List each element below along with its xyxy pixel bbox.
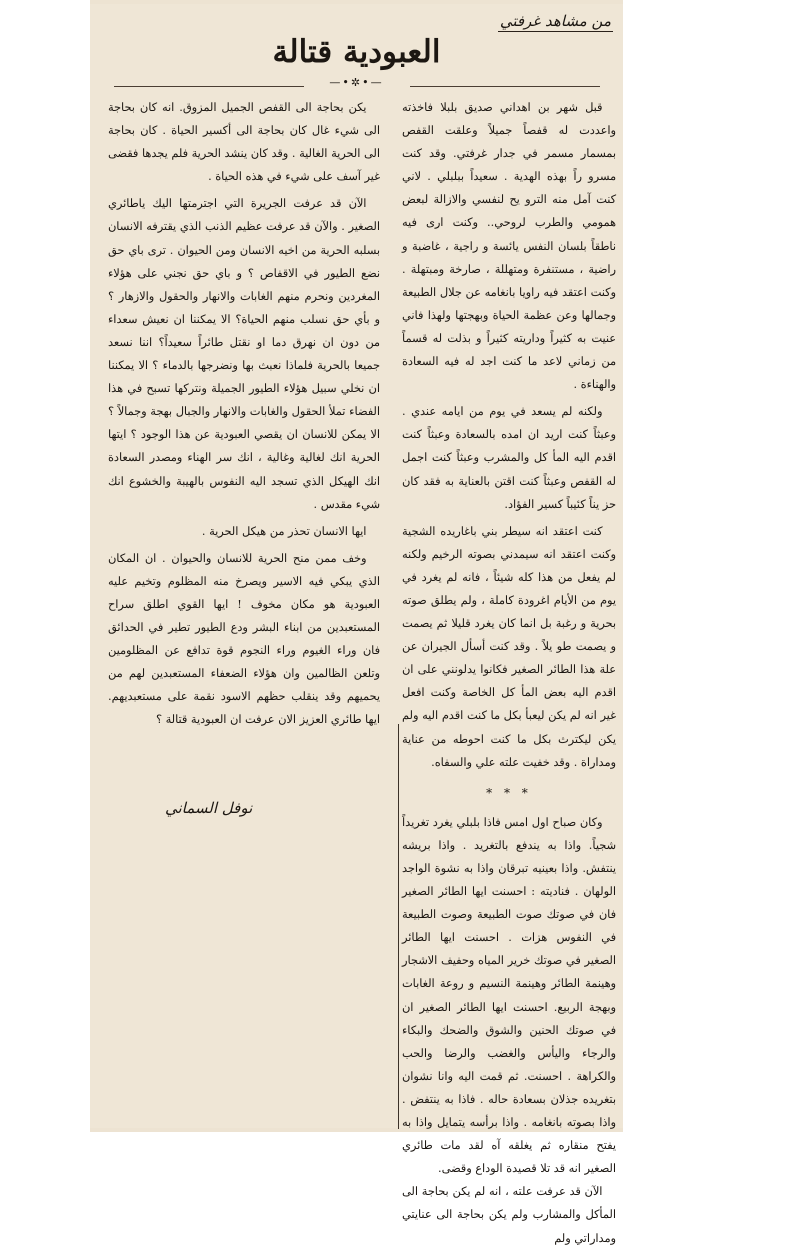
paragraph: قبل شهر بن اهداني صديق بلبلا فاخذته واعددت له قفصاً جميلاً وعلقت القفص بمسمار مسمر في جدار غرفتي. وقد كنت مسرو راً بهذه الهدية . سعيداً ببلبلي . لاني كنت آمل منه الترو يح لنفسي والازالة لبعض همومي والطرب لروحي.. وكنت ارى فيه ناطقاً بلسان النفس يائسة و راجية ، غاضبة و راضية ، مستنفرة ومتهللة ، صارخة ومبتهلة . وكنت اعتقد فيه راويا بانغامه عن جلال الطبيعة وجمالها وعن عظمة الحياة وبهجتها ولهذا فاني عنيت به كثيراً وداريته كثيراً و بذلت له قسماً من زماني لاعد ما كنت اجد له فيه السعادة والهناءة . [402, 101, 616, 392]
paragraph: الآن قد عرفت الجريرة التي اجترمتها اليك ياطائري الصغير . والآن قد عرفت عظيم الذنب الذي يقترفه الانسان بسلبه الحرية من اخيه الانسان ومن الحيوان . ترى باي حق نضع الطيور في الاقفاص ؟ و باي حق نجني على هؤلاء المغردين ونحرم منهم الغابات والانهار والحقول والازهار ؟ و بأي حق نسلب منهم الحياة؟ الا يمكننا ان نعيش سعداء من دون ان نهرق دما او نقتل طائراً سعيداً؟ اننا نسعد جميعا بالحرية فلماذا نعبث بها ونضرجها بالدماء ؟ الا يمكننا ان نخلي سبيل هؤلاء الطيور الجميلة ونتركها تسبح في هذا الفضاء تملأ الحقول والغابات والانهار والجبال بهجة وجمالاً ؟ الا يمكن للانسان ان يقصي العبودية عن هذا الوجود ؟ ايتها الحرية انك لغالية وغالية ، انك سر الهناء ومصدر السعادة انك الهيكل الذي تسجد اليه النفوس بالهيبة والخشوع انك شيء مقدس . [108, 197, 380, 511]
rule-right [410, 86, 600, 87]
section-kicker: من مشاهد غرفتي [499, 12, 611, 30]
paragraph: كنت اعتقد انه سيطر بني باغاريده الشجية وكنت اعتقد انه سيمدني بصوته الرخيم ولكنه لم يفعل من هذا كله شيئاً ، فانه لم يغرد في يوم من الأيام اغرودة كاملة ، ولم يطلق صوته بحرية و رغبة بل انما كان يغرد قليلا ثم يصمت و يصمت طو يلاً . وقد كنت أسأل الجيران عن علة هذا الطائر الصغير فكانوا يدلونني على ان اقدم اليه بعض المأ كل الخاصة وكنت افعل غير انه لم يكن ليعبأ بكل ما كنت اقدم اليه ولم يكن ليكترث بكل ما كنت احوطه من عناية ومداراة . وقد خفيت علته علي والسفاه. [402, 524, 616, 769]
column-divider [398, 724, 399, 1129]
paragraph: وكان صباح اول امس فاذا بلبلي يغرد تغريداً شجياً. واذا به يندفع بالتغريد . واذا بريشه ينتفش. واذا بعينيه تبرقان واذا به نشوة الواجد الولهان . فناديته : احسنت ايها الطائر الصغير فان في صوتك صوت الطبيعة وصوت الطبيعة في النفوس هزات . احسنت ايها الطائر الصغير في صوتك خرير المياه وحفيف الاشجار وهينمة الطائر وهينمة النسيم و روعة الغابات وبهجة الربيع. احسنت ايها الطائر الصغير ان في صوتك الحنين والشوق والضحك والبكاء والرجاء واليأس والغضب والرضا والحب والكراهة . احسنت. ثم قمت اليه وانا نشوان بتغريده جذلان بسعادة حاله . فاذا به ينتفض . واذا بصوته بانغامه . واذا برأسه يتمايل واذا به يفتح منقاره ثم يغلقه آه لقد مات طائري الصغير انه قد تلا قصيدة الوداع وقضى. [402, 815, 616, 1176]
newspaper-page [90, 0, 623, 1245]
section-break: * * * [486, 785, 532, 800]
paragraph: ايها الانسان تحذر من هيكل الحرية . [201, 524, 367, 538]
clipping [90, 4, 623, 1245]
paragraph: يكن بحاجة الى القفص الجميل المزوق. انه كان بحاجة الى شيء غال كان بحاجة الى أكسير الحياة . كان بحاجة الى الحرية الغالية . وقد كان ينشد الحرية فلم يجدها فقضى غير آسف على شيء في هذه الحياة . [108, 101, 380, 184]
title-ornament: —•✲•— [329, 76, 384, 89]
article-headline: العبودية قتالة [272, 34, 441, 70]
author-signature: نوفل السماني [165, 799, 253, 817]
rule-left [114, 86, 304, 87]
paragraph: الآن قد عرفت علته ، انه لم يكن بحاجة الى المأكل والمشارب ولم يكن بحاجة الى عنايتي ومداراتي ولم [402, 1185, 616, 1245]
column-right [402, 96, 616, 1250]
column-left [108, 96, 380, 732]
paragraph: وخف ممن منح الحرية للانسان والحيوان . ان المكان الذي يبكي فيه الاسير ويصرخ منه المظلوم وتخيم عليه العبودية هو مكان مخوف ! ايها القوي اطلق سراح المستعبدين من ابناء البشر ودع الطيور تطير في الحدائق فان وراء الغيوم وراء النجوم قوة تدافع عن المظلومين وتلعن الظالمين وان هؤلاء الضعفاء المستعبدين لهم من يحميهم وقد ينقلب حظهم الاسود نقمة على مستعبديهم. ايها طائري العزيز الان عرفت ان العبودية قتالة ؟ [108, 551, 380, 727]
paragraph: ولكنه لم يسعد في يوم من ايامه عندي . وعبثاً كنت اريد ان امده بالسعادة وعبثاً كنت اقدم اليه المأ كل والمشرب وعبثاً كنت اجمل له القفص وعبثاً كنت اقتن بالعناية به فقد كان حز يناً كئيباً كسير الفؤاد. [402, 405, 616, 511]
